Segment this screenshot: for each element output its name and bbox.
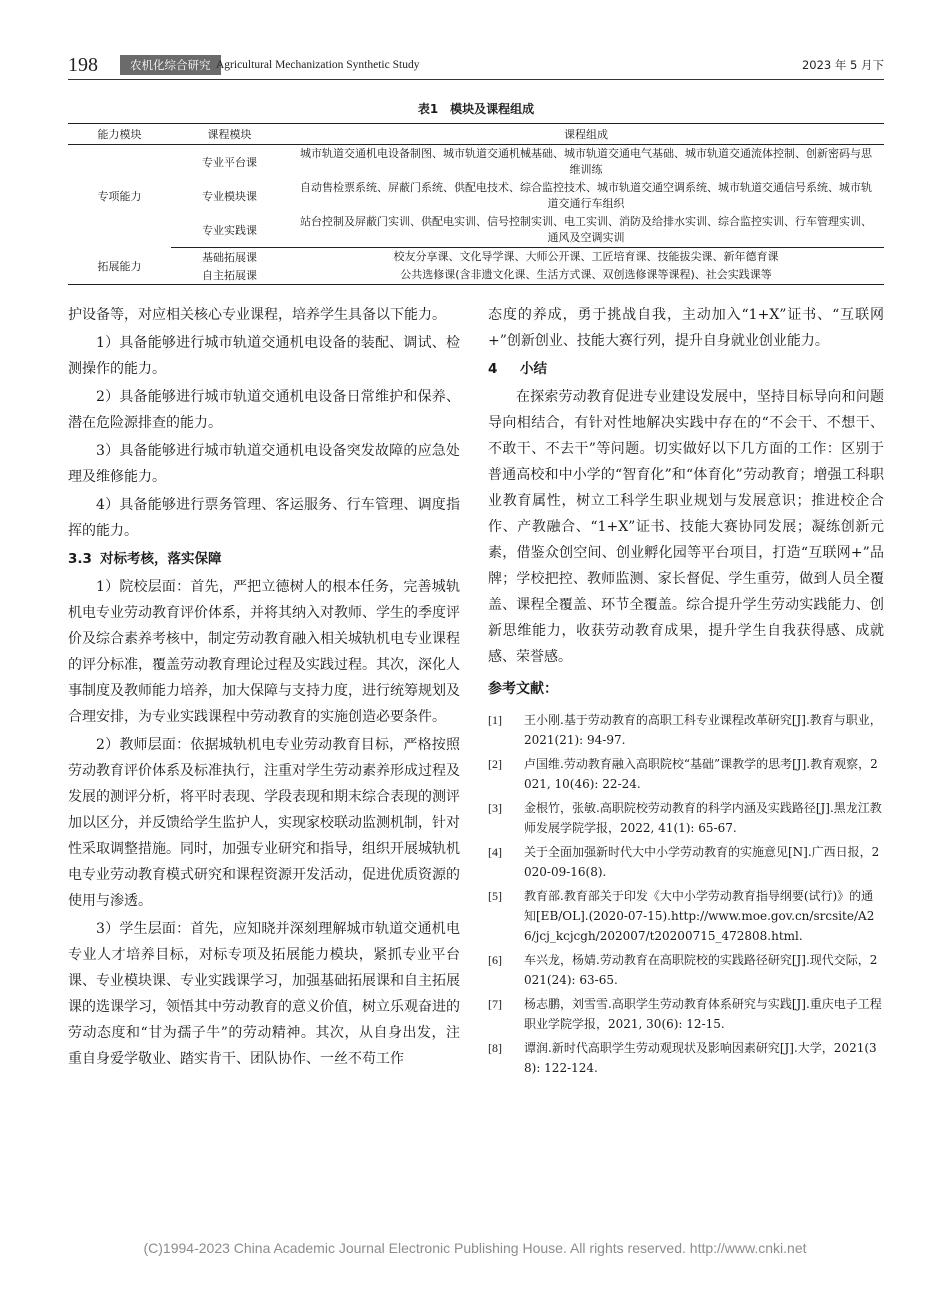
table-header-ability: 能力模块 (68, 124, 171, 145)
table-header-row (68, 124, 884, 145)
table-row (68, 179, 884, 213)
reference-text: 王小刚.基于劳动教育的高职工科专业课程改革研究[J].教育与职业，2021(21): 94-97. (524, 713, 882, 747)
paragraph-teacher-level: 2）教师层面：依据城轨机电专业劳动教育目标，严格按照劳动教育评价体系及标准执行，注重对学生劳动素养形成过程及发展的测评分析，将平时表现、学段表现和期末综合表现的测评加以区分，并反馈给学生监护人，实现家校联动监测机制，针对性采取调整措施。同时，加强专业研究和指导，组织开展城轨机电专业劳动教育模式研究和课程资源开发活动，促进优质资源的使用与渗透。 (68, 737, 460, 909)
reference-text: 车兴龙，杨婧.劳动教育在高职院校的实践路径研究[J].现代交际，2021(24): 63-65. (524, 953, 878, 987)
paragraph-summary: 在探索劳动教育促进专业建设发展中，坚持目标导向和问题导向相结合，有针对性地解决实践中存在的“不会干、不想干、不敢干、不去干”等问题。切实做好以下几方面的工作：区别于普通高校和中小学的“智育化”和“体育化”劳动教育；增强工科职业教育属性，树立工科学生职业规划与发展意识；推进校企合作、产教融合、“1+X”证书、技能大赛协同发展；凝练创新元素，借鉴众创空间、创业孵化园等平台项目，打造“互联网+”品牌；学校把控、教师监测、家长督促、学生重劳，做到人员全覆盖、课程全覆盖、环节全覆盖。综合提升学生劳动实践能力、创新思维能力，收获劳动教育成果，提升学生自我获得感、成就感、荣誉感。 (488, 389, 884, 665)
reference-number: [2] (488, 757, 502, 771)
course-module-cell: 基础拓展课 (202, 251, 257, 264)
reference-item (488, 886, 884, 946)
reference-item (488, 798, 884, 838)
reference-number: [7] (488, 997, 502, 1011)
reference-text: 教育部.教育部关于印发《大中小学劳动教育指导纲要(试行)》的通知[EB/OL].(2020-07-15).http://www.moe.gov.cn/srcsite/A26/jcj_kcjcgh/202007/t20200715_472808.html. (524, 889, 875, 943)
course-content-cell: 城市轨道交通机电设备制图、城市轨道交通机械基础、城市轨道交通电气基础、城市轨道交通流体控制、创新密码与思维训练 (300, 147, 872, 176)
section-number: 4 (488, 361, 498, 377)
journal-name-en: Agricultural Mechanization Synthetic Study (216, 59, 420, 71)
section-number: 3.3 (68, 551, 92, 567)
table-row (68, 145, 884, 180)
course-module-cell: 专业模块课 (202, 190, 257, 203)
table-header-course-content: 课程组成 (288, 124, 884, 145)
references-heading: 参考文献： (488, 681, 558, 697)
ability-item-4: 4）具备能够进行票务管理、客运服务、行车管理、调度指挥的能力。 (68, 497, 460, 539)
page-header (68, 52, 884, 78)
paragraph-continued: 护设备等，对应相关核心专业课程，培养学生具备以下能力。 (68, 307, 446, 323)
reference-text: 谭润.新时代高职学生劳动观现状及影响因素研究[J].大学，2021(38): 122-124. (524, 1041, 877, 1075)
reference-item (488, 950, 884, 990)
copyright-footer: (C)1994-2023 China Academic Journal Electronic Publishing House. All rights reserved. http://www.cnki.net (143, 1240, 807, 1256)
section-title: 小结 (520, 361, 547, 377)
reference-text: 金根竹，张敏.高职院校劳动教育的科学内涵及实践路径[J].黑龙江教师发展学院学报，2022, 41(1): 65-67. (524, 801, 882, 835)
reference-number: [6] (488, 953, 502, 967)
paragraph-continued: 态度的养成，勇于挑战自我，主动加入“1+X”证书、“互联网+”创新创业、技能大赛行列，提升自身就业创业能力。 (488, 307, 884, 349)
section-4-heading (488, 356, 884, 382)
course-content-cell: 站台控制及屏蔽门实训、供配电实训、信号控制实训、电工实训、消防及给排水实训、综合监控实训、行车管理实训、通风及空调实训 (288, 213, 884, 248)
reference-item (488, 754, 884, 794)
course-content-cell: 自动售检票系统、屏蔽门系统、供配电技术、综合监控技术、城市轨道交通空调系统、城市轨道交通信号系统、城市轨道交通行车组织 (300, 181, 872, 210)
table-row (68, 266, 884, 285)
course-module-cell: 自主拓展课 (171, 266, 288, 285)
reference-item (488, 1038, 884, 1078)
reference-number: [5] (488, 889, 502, 903)
table-row (68, 248, 884, 267)
ability-item-1: 1）具备能够进行城市轨道交通机电设备的装配、调试、检测操作的能力。 (68, 335, 460, 377)
course-content-cell: 校友分享课、文化导学课、大师公开课、工匠培育课、技能拔尖课、新年德育课 (393, 250, 779, 263)
reference-item (488, 710, 884, 750)
course-content-cell: 公共选修课(含非遗文化课、生活方式课、双创选修课等课程)、社会实践课等 (288, 266, 884, 285)
table-header-course-module: 课程模块 (171, 124, 288, 145)
reference-number: [8] (488, 1041, 502, 1055)
table-row (68, 213, 884, 248)
reference-item (488, 994, 884, 1034)
reference-number: [3] (488, 801, 502, 815)
course-table (68, 123, 884, 285)
paragraph-student-level: 3）学生层面：首先，应知晓并深刻理解城市轨道交通机电专业人才培养目标，对标专项及拓展能力模块，紧抓专业平台课、专业模块课、专业实践课学习，加强基础拓展课和自主拓展课的选课学习，领悟其中劳动教育的意义价值，树立乐观奋进的劳动态度和“甘为孺子牛”的劳动精神。其次，从自身出发，注重自身爱学敬业、踏实肯干、团队协作、一丝不苟工作 (68, 921, 460, 1067)
ability-module-special: 专项能力 (97, 190, 142, 204)
course-module-cell: 专业平台课 (202, 156, 257, 169)
right-column (488, 302, 884, 1082)
issue-date: 2023 年 5 月下 (801, 58, 884, 72)
ability-item-3: 3）具备能够进行城市轨道交通机电设备突发故障的应急处理及维修能力。 (68, 443, 460, 485)
reference-number: [4] (488, 845, 502, 859)
reference-text: 卢国维.劳动教育融入高职院校“基础”课教学的思考[J].教育观察，2021, 10(46): 22-24. (524, 757, 878, 791)
course-module-cell: 专业实践课 (171, 213, 288, 248)
left-column (68, 302, 460, 1074)
ability-module-extend: 拓展能力 (68, 248, 171, 285)
reference-item (488, 842, 884, 882)
section-3-3-heading (68, 546, 460, 572)
ability-item-2: 2）具备能够进行城市轨道交通机电设备日常维护和保养、潜在危险源排查的能力。 (68, 389, 460, 431)
table-caption: 表1 模块及课程组成 (417, 102, 535, 116)
paragraph-school-level: 1）院校层面：首先，严把立德树人的根本任务，完善城轨机电专业劳动教育评价体系，并将其纳入对教师、学生的季度评价及综合素养考核中，制定劳动教育融入相关城轨机电专业课程的评分标准，覆盖劳动教育理论过程及实践过程。其次，深化人事制度及教师能力培养，加大保障与支持力度，进行统筹规划及合理安排，为专业实践课程中劳动教育的实施创造必要条件。 (68, 579, 460, 725)
section-title: 对标考核，落实保障 (100, 551, 222, 567)
header-divider (68, 79, 884, 80)
reference-text: 关于全面加强新时代大中小学劳动教育的实施意见[N].广西日报，2020-09-16(8). (524, 845, 880, 879)
journal-name-cn: 农机化综合研究 (120, 55, 221, 75)
page-number: 198 (68, 54, 98, 76)
reference-number: [1] (488, 713, 502, 727)
reference-text: 杨志鹏，刘雪雪.高职学生劳动教育体系研究与实践[J].重庆电子工程职业学院学报，2021, 30(6): 12-15. (524, 997, 882, 1031)
